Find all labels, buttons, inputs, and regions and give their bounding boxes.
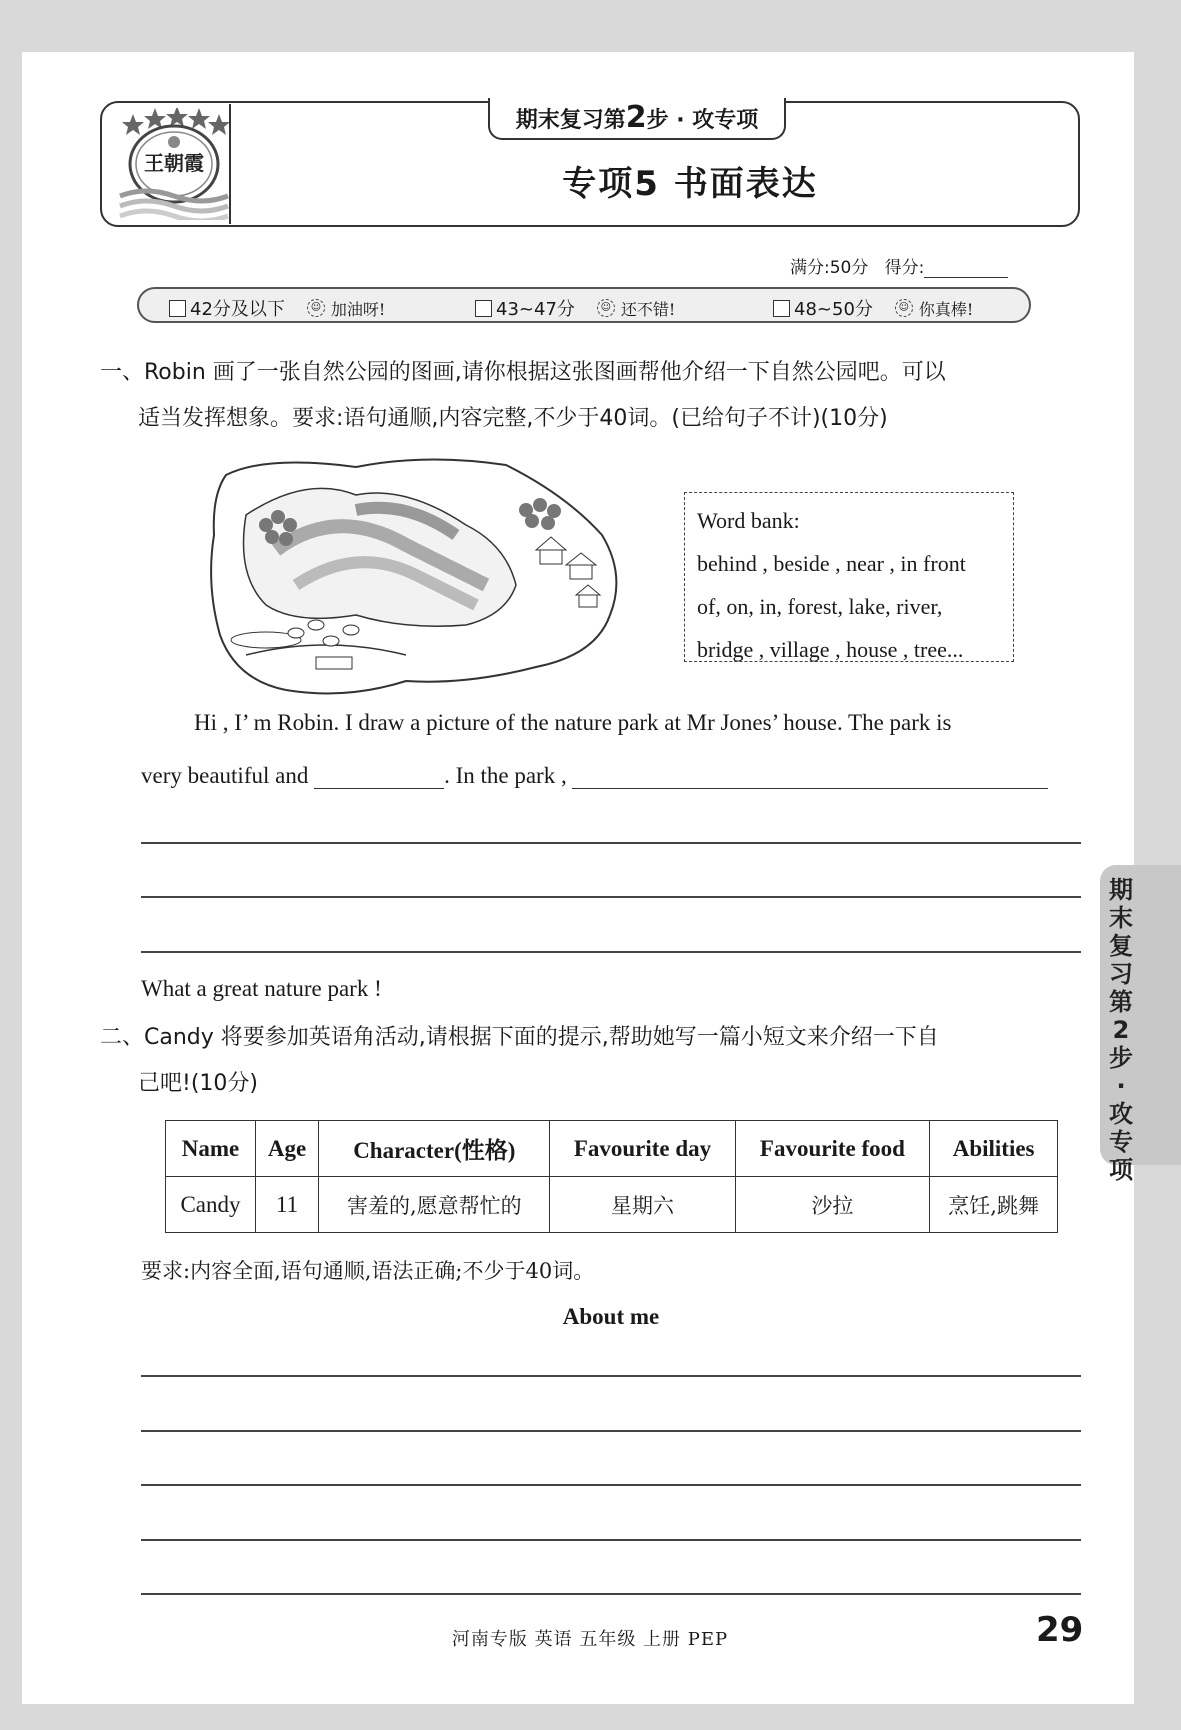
word-bank-line: bridge , village , house , tree... <box>697 637 964 662</box>
writing-line[interactable] <box>141 1375 1081 1377</box>
table-header: Favourite food <box>735 1121 930 1177</box>
table-header: Character(性格) <box>319 1121 550 1177</box>
q2-requirement: 要求:内容全面,语句通顺,语法正确;不少于40词。 <box>141 1259 595 1283</box>
table-cell: 星期六 <box>550 1177 735 1233</box>
table-cell: Candy <box>166 1177 256 1233</box>
writing-line[interactable] <box>141 1539 1081 1541</box>
rating-item[interactable]: 42分及以下 ☺ 加油呀! <box>169 295 385 321</box>
q1-prompt: 一、Robin 画了一张自然公园的图画,请你根据这张图画帮他介绍一下自然公园吧。可以 适当发挥想象。要求:语句通顺,内容完整,不少于40词。(已给句子不计)(10分) <box>100 360 946 431</box>
page-title: 专项5 书面表达 <box>562 164 818 204</box>
table-header: Age <box>255 1121 318 1177</box>
table-row <box>166 1177 1058 1233</box>
table-header: Favourite day <box>550 1121 735 1177</box>
rating-checkbox[interactable] <box>475 300 492 317</box>
word-bank <box>684 492 1014 662</box>
word-bank-line: of, on, in, forest, lake, river, <box>697 594 943 619</box>
writing-line[interactable] <box>141 842 1081 844</box>
footer-info: 河南专版 英语 五年级 上册 PEP <box>451 1629 729 1650</box>
nature-park-illustration <box>206 455 622 710</box>
table-cell: 沙拉 <box>735 1177 930 1233</box>
rating-item[interactable]: 48~50分 ☺ 你真棒! <box>773 295 973 321</box>
table-header: Name <box>166 1121 256 1177</box>
table-cell: 害羞的,愿意帮忙的 <box>319 1177 550 1233</box>
word-bank-title: Word bank: <box>697 508 800 533</box>
table-cell: 11 <box>255 1177 318 1233</box>
side-tab-label: 期 末 复 习 第 2 步 · 攻 专 项 <box>1109 876 1133 1184</box>
writing-line[interactable] <box>141 896 1081 898</box>
got-score-label: 得分: <box>884 258 925 278</box>
q1-paragraph-line2: very beautiful and . In the park , <box>141 763 1048 789</box>
word-bank-line: behind , beside , near , in front <box>697 551 966 576</box>
full-score-label: 满分:50分 <box>790 258 869 278</box>
score-blank[interactable] <box>924 259 1008 278</box>
candy-info-table <box>165 1120 1058 1233</box>
rating-item[interactable]: 43~47分 ☺ 还不错! <box>475 295 675 321</box>
rating-checkbox[interactable] <box>169 300 186 317</box>
q1-paragraph-line1: Hi , I’ m Robin. I draw a picture of the nature park at Mr Jones’ house. The park is <box>194 710 952 735</box>
section-banner: 期末复习第2步 · 攻专项 <box>488 98 786 140</box>
writing-line[interactable] <box>141 1484 1081 1486</box>
q1-closing: What a great nature park ! <box>141 976 382 1001</box>
svg-text:王朝霞: 王朝霞 <box>144 151 204 175</box>
table-cell: 烹饪,跳舞 <box>930 1177 1058 1233</box>
page-number: 29 <box>1036 1610 1084 1650</box>
score-line <box>790 253 1008 278</box>
writing-line[interactable] <box>141 1593 1081 1595</box>
about-me-title: About me <box>562 1304 660 1329</box>
smile-icon: ☺ <box>895 299 913 317</box>
answer-blank[interactable] <box>314 766 444 789</box>
table-header: Abilities <box>930 1121 1058 1177</box>
rating-bar <box>137 287 1031 323</box>
brand-logo <box>116 108 232 220</box>
table-header-row <box>166 1121 1058 1177</box>
rating-checkbox[interactable] <box>773 300 790 317</box>
writing-line[interactable] <box>141 951 1081 953</box>
q2-prompt: 二、Candy 将要参加英语角活动,请根据下面的提示,帮助她写一篇小短文来介绍一下自 己吧!(10分) <box>100 1025 939 1096</box>
answer-blank[interactable] <box>572 766 1048 789</box>
writing-line[interactable] <box>141 1430 1081 1432</box>
smile-icon: ☺ <box>307 299 325 317</box>
logo-divider <box>229 104 231 224</box>
smile-icon: ☺ <box>597 299 615 317</box>
